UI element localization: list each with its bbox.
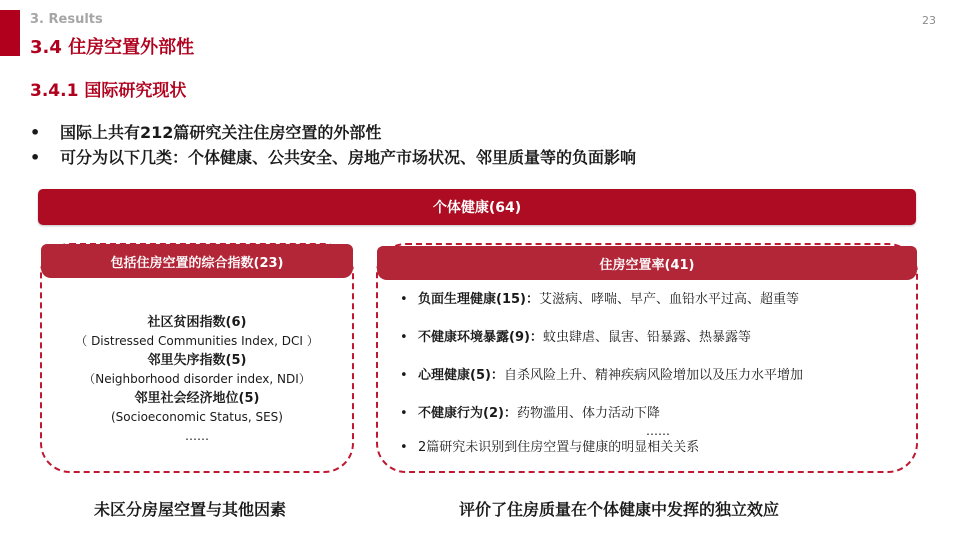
bullet-dot: • [30,148,41,167]
index-list [42,313,352,445]
index-name: 邻里社会经济地位(5) [134,391,260,406]
subsection-title: 3.4.1 国际研究现状 [30,81,187,101]
accent-bar [0,10,20,56]
index-name: 社区贫困指数(6) [147,315,247,330]
bullet-dot: • [400,440,408,455]
vacancy-rate-panel [376,243,918,473]
bullet-dot: • [400,406,408,421]
right-caption: 评价了住房质量在个体健康中发挥的独立效应 [459,500,780,519]
effect-item: • 2篇研究未识别到住房空置与健康的明显相关关系 [400,440,700,455]
bullet-dot: • [30,123,41,142]
bullet-dot: • [400,292,408,307]
ellipsis: …… [646,424,670,438]
bullet-item: • 可分为以下几类：个体健康、公共安全、房地产市场状况、邻里质量等的负面影响 [30,145,636,170]
panel-header: 包括住房空置的综合指数(23) [41,244,353,278]
effect-item: • 心理健康(5)：自杀风险上升、精神疾病风险增加以及压力水平增加 [400,368,803,383]
bullet-item: • 国际上共有212篇研究关注住房空置的外部性 [30,120,636,145]
effect-item: • 不健康行为(2)：药物滥用、体力活动下降 [400,406,660,421]
index-english: （Neighborhood disorder index, NDI） [83,372,311,386]
effect-item: • 不健康环境暴露(9)：蚊虫肆虐、鼠害、铅暴露、热暴露等 [400,330,751,345]
ellipsis: …… [185,429,209,443]
bullet-dot: • [400,330,408,345]
slide-title: 3.4 住房空置外部性 [30,37,195,58]
effect-item: • 负面生理健康(15)：艾滋病、哮喘、早产、血铅水平过高、超重等 [400,292,799,307]
index-english: （ Distressed Communities Index, DCI ） [75,334,319,348]
section-label: 3. Results [30,12,103,27]
index-english: (Socioeconomic Status, SES) [111,410,283,424]
panel-header: 住房空置率(41) [377,246,917,280]
category-banner: 个体健康(64) [38,189,916,225]
bullet-dot: • [400,368,408,383]
summary-bullets [30,120,636,170]
effects-list [400,291,803,457]
composite-index-panel [40,243,354,473]
page-number: 23 [922,14,936,27]
left-caption: 未区分房屋空置与其他因素 [94,500,287,519]
index-name: 邻里失序指数(5) [147,353,247,368]
